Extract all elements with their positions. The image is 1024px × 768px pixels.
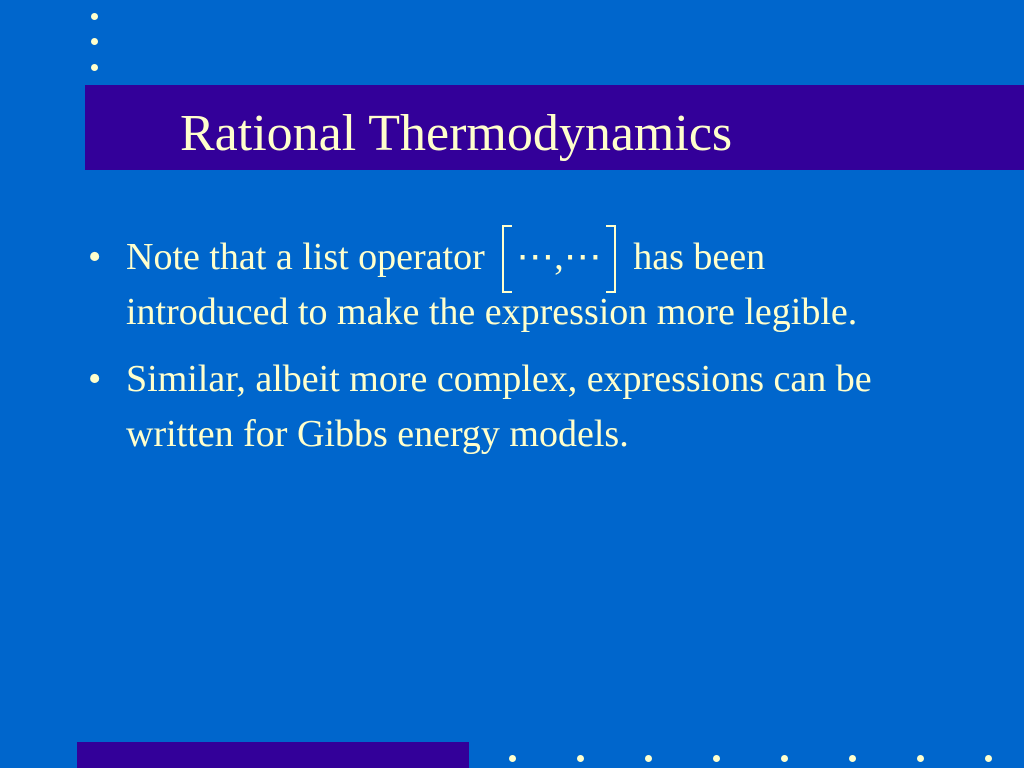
decorative-dot [849, 755, 856, 762]
bullet-item [88, 230, 908, 340]
bullet-marker: • [88, 358, 102, 400]
left-bracket [502, 225, 512, 293]
list-operator [502, 237, 616, 277]
bottom-accent-bar [77, 742, 469, 768]
bullet-text-after: has been introduced to make the expression more legible. [126, 236, 858, 333]
decorative-dot [917, 755, 924, 762]
bullet-text: Similar, albeit more complex, expressions can be written for Gibbs energy models. [126, 358, 872, 455]
decorative-dot [985, 755, 992, 762]
decorative-dot [91, 13, 98, 20]
decorative-dot [713, 755, 720, 762]
decorative-dot [577, 755, 584, 762]
decorative-dot [781, 755, 788, 762]
bullet-list [88, 230, 908, 474]
decorative-dot [91, 38, 98, 45]
bullet-text-before: Note that a list operator [126, 236, 495, 278]
decorative-dot [91, 64, 98, 71]
bullet-item [88, 352, 908, 462]
decorative-dot [509, 755, 516, 762]
bullet-marker: • [88, 236, 102, 278]
list-operator-content: ⋯,⋯ [516, 236, 602, 278]
slide-title: Rational Thermodynamics [180, 105, 733, 162]
decorative-dot [645, 755, 652, 762]
right-bracket [606, 225, 616, 293]
